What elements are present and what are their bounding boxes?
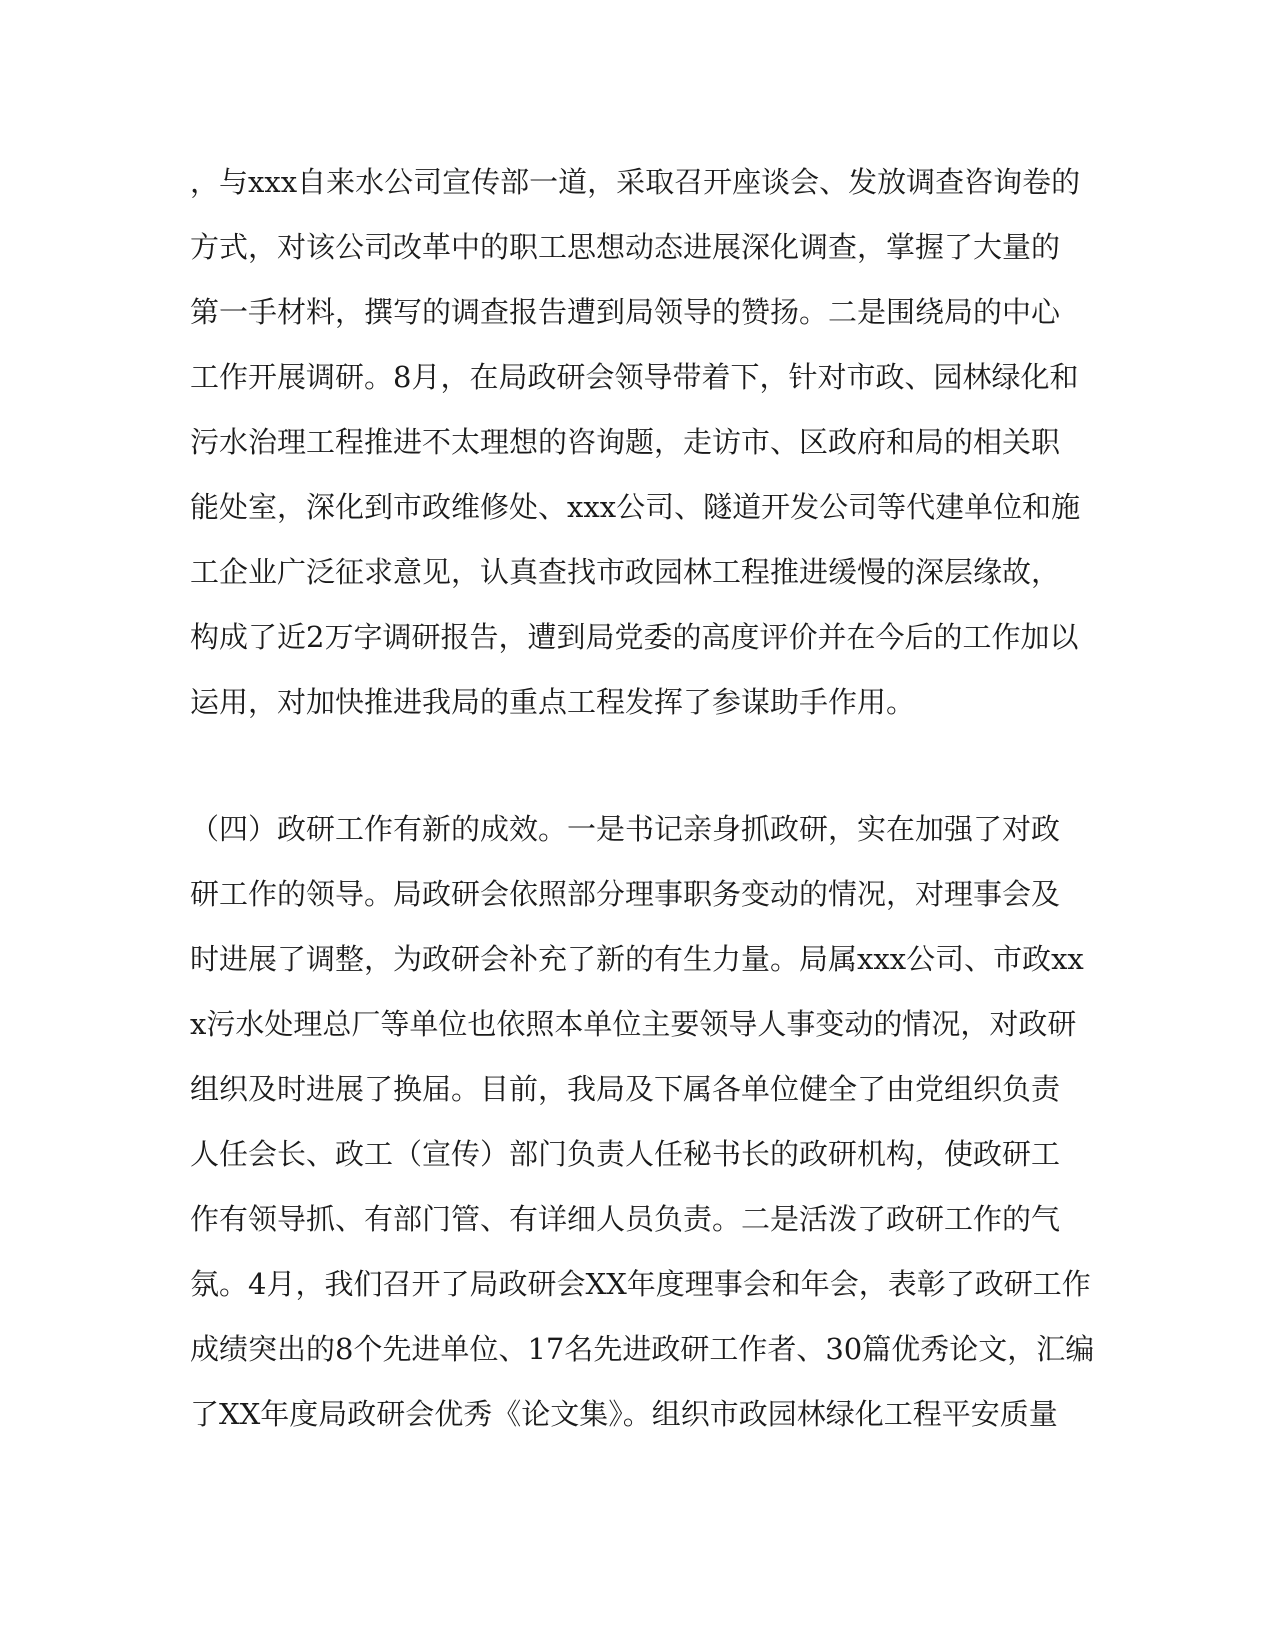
text-line: 成绩突出的8个先进单位、17名先进政研工作者、30篇优秀论文，汇编 <box>190 1332 1095 1366</box>
text-line: 能处室，深化到市政维修处、xxx公司、隧道开发公司等代建单位和施 <box>190 490 1081 524</box>
text-line: 构成了近2万字调研报告，遭到局党委的高度评价并在今后的工作加以 <box>190 620 1079 654</box>
text-line: 氛。4月，我们召开了局政研会XX年度理事会和年会，表彰了政研工作 <box>190 1267 1091 1301</box>
text-line: 作有领导抓、有部门管、有详细人员负责。二是活泼了政研工作的气 <box>190 1202 1061 1236</box>
text-line: （四）政研工作有新的成效。一是书记亲身抓政研，实在加强了对政 <box>190 812 1061 846</box>
text-line: x污水处理总厂等单位也依照本单位主要领导人事变动的情况，对政研 <box>190 1007 1077 1041</box>
text-line: 方式，对该公司改革中的职工思想动态进展深化调查，掌握了大量的 <box>190 230 1061 264</box>
text-line: 了XX年度局政研会优秀《论文集》。组织市政园林绿化工程平安质量 <box>190 1397 1058 1431</box>
text-line: 污水治理工程推进不太理想的咨询题，走访市、区政府和局的相关职 <box>190 425 1061 459</box>
text-line: 时进展了调整，为政研会补充了新的有生力量。局属xxx公司、市政xx <box>190 942 1084 976</box>
text-line: 组织及时进展了换届。目前，我局及下属各单位健全了由党组织负责 <box>190 1072 1061 1106</box>
text-line: 运用，对加快推进我局的重点工程发挥了参谋助手作用。 <box>190 685 916 719</box>
paragraph-research-work <box>190 158 1090 743</box>
text-line: 工作开展调研。8月，在局政研会领导带着下，针对市政、园林绿化和 <box>190 360 1079 394</box>
text-line: 人任会长、政工（宣传）部门负责人任秘书长的政研机构，使政研工 <box>190 1137 1061 1171</box>
paragraph-section-four <box>190 805 1095 1455</box>
text-line: 研工作的领导。局政研会依照部分理事职务变动的情况，对理事会及 <box>190 877 1061 911</box>
text-line: ，与xxx自来水公司宣传部一道，采取召开座谈会、发放调查咨询卷的 <box>190 165 1081 199</box>
text-line: 第一手材料，撰写的调查报告遭到局领导的赞扬。二是围绕局的中心 <box>190 295 1061 329</box>
text-line: 工企业广泛征求意见，认真查找市政园林工程推进缓慢的深层缘故， <box>190 555 1061 589</box>
